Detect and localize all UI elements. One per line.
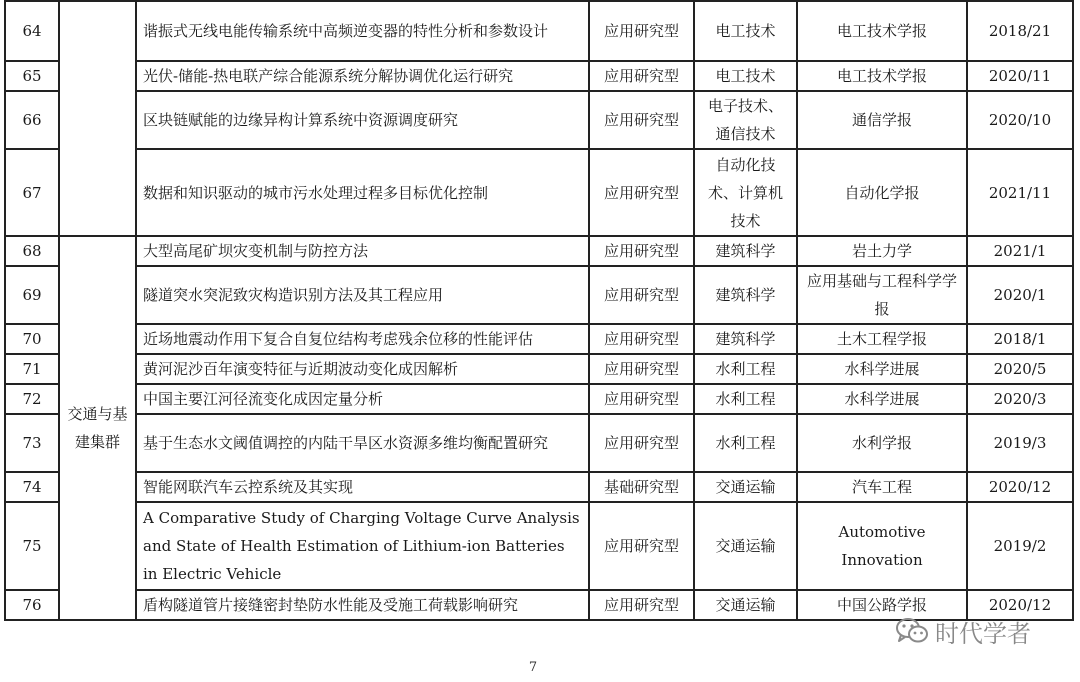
discipline: 电子技术、通信技术 bbox=[694, 91, 797, 149]
journal: 水科学进展 bbox=[797, 384, 967, 414]
row-number: 66 bbox=[5, 91, 59, 149]
table-row bbox=[5, 414, 1073, 472]
table-row bbox=[5, 324, 1073, 354]
issue-date: 2020/3 bbox=[967, 384, 1073, 414]
row-number: 74 bbox=[5, 472, 59, 502]
research-type: 应用研究型 bbox=[589, 590, 694, 620]
wechat-icon bbox=[895, 617, 929, 645]
issue-date: 2020/12 bbox=[967, 472, 1073, 502]
discipline: 电工技术 bbox=[694, 61, 797, 91]
issue-date: 2021/1 bbox=[967, 236, 1073, 266]
paper-title: 盾构隧道管片接缝密封垫防水性能及受施工荷载影响研究 bbox=[136, 590, 589, 620]
table-row bbox=[5, 1, 1073, 61]
research-type: 应用研究型 bbox=[589, 414, 694, 472]
discipline: 水利工程 bbox=[694, 414, 797, 472]
row-number: 76 bbox=[5, 590, 59, 620]
table-row bbox=[5, 266, 1073, 324]
table-row bbox=[5, 149, 1073, 236]
journal: 电工技术学报 bbox=[797, 61, 967, 91]
paper-title: 中国主要江河径流变化成因定量分析 bbox=[136, 384, 589, 414]
journal: 水科学进展 bbox=[797, 354, 967, 384]
row-number: 68 bbox=[5, 236, 59, 266]
research-type: 应用研究型 bbox=[589, 324, 694, 354]
research-type: 应用研究型 bbox=[589, 384, 694, 414]
row-number: 64 bbox=[5, 1, 59, 61]
row-number: 75 bbox=[5, 502, 59, 590]
journal: 水利学报 bbox=[797, 414, 967, 472]
discipline: 建筑科学 bbox=[694, 236, 797, 266]
row-number: 69 bbox=[5, 266, 59, 324]
paper-title: A Comparative Study of Charging Voltage Curve Analysis and State of Health Estimation of Lithium-ion Batteries in Electric Vehicle bbox=[136, 502, 589, 590]
row-number: 71 bbox=[5, 354, 59, 384]
issue-date: 2020/12 bbox=[967, 590, 1073, 620]
journal: 汽车工程 bbox=[797, 472, 967, 502]
paper-title: 谐振式无线电能传输系统中高频逆变器的特性分析和参数设计 bbox=[136, 1, 589, 61]
paper-title: 黄河泥沙百年演变特征与近期波动变化成因解析 bbox=[136, 354, 589, 384]
paper-title: 光伏-储能-热电联产综合能源系统分解协调优化运行研究 bbox=[136, 61, 589, 91]
journal: 自动化学报 bbox=[797, 149, 967, 236]
discipline: 建筑科学 bbox=[694, 266, 797, 324]
row-number: 70 bbox=[5, 324, 59, 354]
journal: 通信学报 bbox=[797, 91, 967, 149]
research-type: 应用研究型 bbox=[589, 354, 694, 384]
watermark-text: 时代学者 bbox=[935, 619, 1031, 648]
research-type: 应用研究型 bbox=[589, 91, 694, 149]
table-row bbox=[5, 354, 1073, 384]
issue-date: 2019/3 bbox=[967, 414, 1073, 472]
cluster-cell-transport: 交通与基建集群 bbox=[59, 236, 136, 620]
discipline: 水利工程 bbox=[694, 384, 797, 414]
issue-date: 2018/1 bbox=[967, 324, 1073, 354]
paper-title: 近场地震动作用下复合自复位结构考虑残余位移的性能评估 bbox=[136, 324, 589, 354]
journal: 应用基础与工程科学学报 bbox=[797, 266, 967, 324]
table-row bbox=[5, 502, 1073, 590]
row-number: 67 bbox=[5, 149, 59, 236]
cluster-cell-top bbox=[59, 1, 136, 236]
discipline: 水利工程 bbox=[694, 354, 797, 384]
research-type: 应用研究型 bbox=[589, 266, 694, 324]
journal: 土木工程学报 bbox=[797, 324, 967, 354]
research-type: 应用研究型 bbox=[589, 502, 694, 590]
paper-title: 区块链赋能的边缘异构计算系统中资源调度研究 bbox=[136, 91, 589, 149]
issue-date: 2020/11 bbox=[967, 61, 1073, 91]
research-type: 应用研究型 bbox=[589, 149, 694, 236]
page-number: 7 bbox=[528, 660, 538, 675]
paper-title: 隧道突水突泥致灾构造识别方法及其工程应用 bbox=[136, 266, 589, 324]
paper-title: 数据和知识驱动的城市污水处理过程多目标优化控制 bbox=[136, 149, 589, 236]
discipline: 自动化技术、计算机技术 bbox=[694, 149, 797, 236]
row-number: 72 bbox=[5, 384, 59, 414]
discipline: 建筑科学 bbox=[694, 324, 797, 354]
table-row bbox=[5, 91, 1073, 149]
discipline: 电工技术 bbox=[694, 1, 797, 61]
table-row bbox=[5, 384, 1073, 414]
issue-date: 2019/2 bbox=[967, 502, 1073, 590]
journal: 中国公路学报 bbox=[797, 590, 967, 620]
watermark bbox=[895, 614, 1031, 648]
paper-title: 大型高尾矿坝灾变机制与防控方法 bbox=[136, 236, 589, 266]
issue-date: 2020/1 bbox=[967, 266, 1073, 324]
paper-title: 基于生态水文阈值调控的内陆干旱区水资源多维均衡配置研究 bbox=[136, 414, 589, 472]
research-type: 应用研究型 bbox=[589, 61, 694, 91]
issue-date: 2020/10 bbox=[967, 91, 1073, 149]
discipline: 交通运输 bbox=[694, 472, 797, 502]
research-type: 基础研究型 bbox=[589, 472, 694, 502]
row-number: 73 bbox=[5, 414, 59, 472]
issue-date: 2018/21 bbox=[967, 1, 1073, 61]
paper-title: 智能网联汽车云控系统及其实现 bbox=[136, 472, 589, 502]
table-row bbox=[5, 61, 1073, 91]
discipline: 交通运输 bbox=[694, 502, 797, 590]
research-type: 应用研究型 bbox=[589, 1, 694, 61]
issue-date: 2020/5 bbox=[967, 354, 1073, 384]
journal: 岩土力学 bbox=[797, 236, 967, 266]
journal: Automotive Innovation bbox=[797, 502, 967, 590]
table-row bbox=[5, 472, 1073, 502]
research-type: 应用研究型 bbox=[589, 236, 694, 266]
table-row bbox=[5, 236, 1073, 266]
journal: 电工技术学报 bbox=[797, 1, 967, 61]
row-number: 65 bbox=[5, 61, 59, 91]
paper-list-table bbox=[4, 0, 1074, 621]
issue-date: 2021/11 bbox=[967, 149, 1073, 236]
discipline: 交通运输 bbox=[694, 590, 797, 620]
